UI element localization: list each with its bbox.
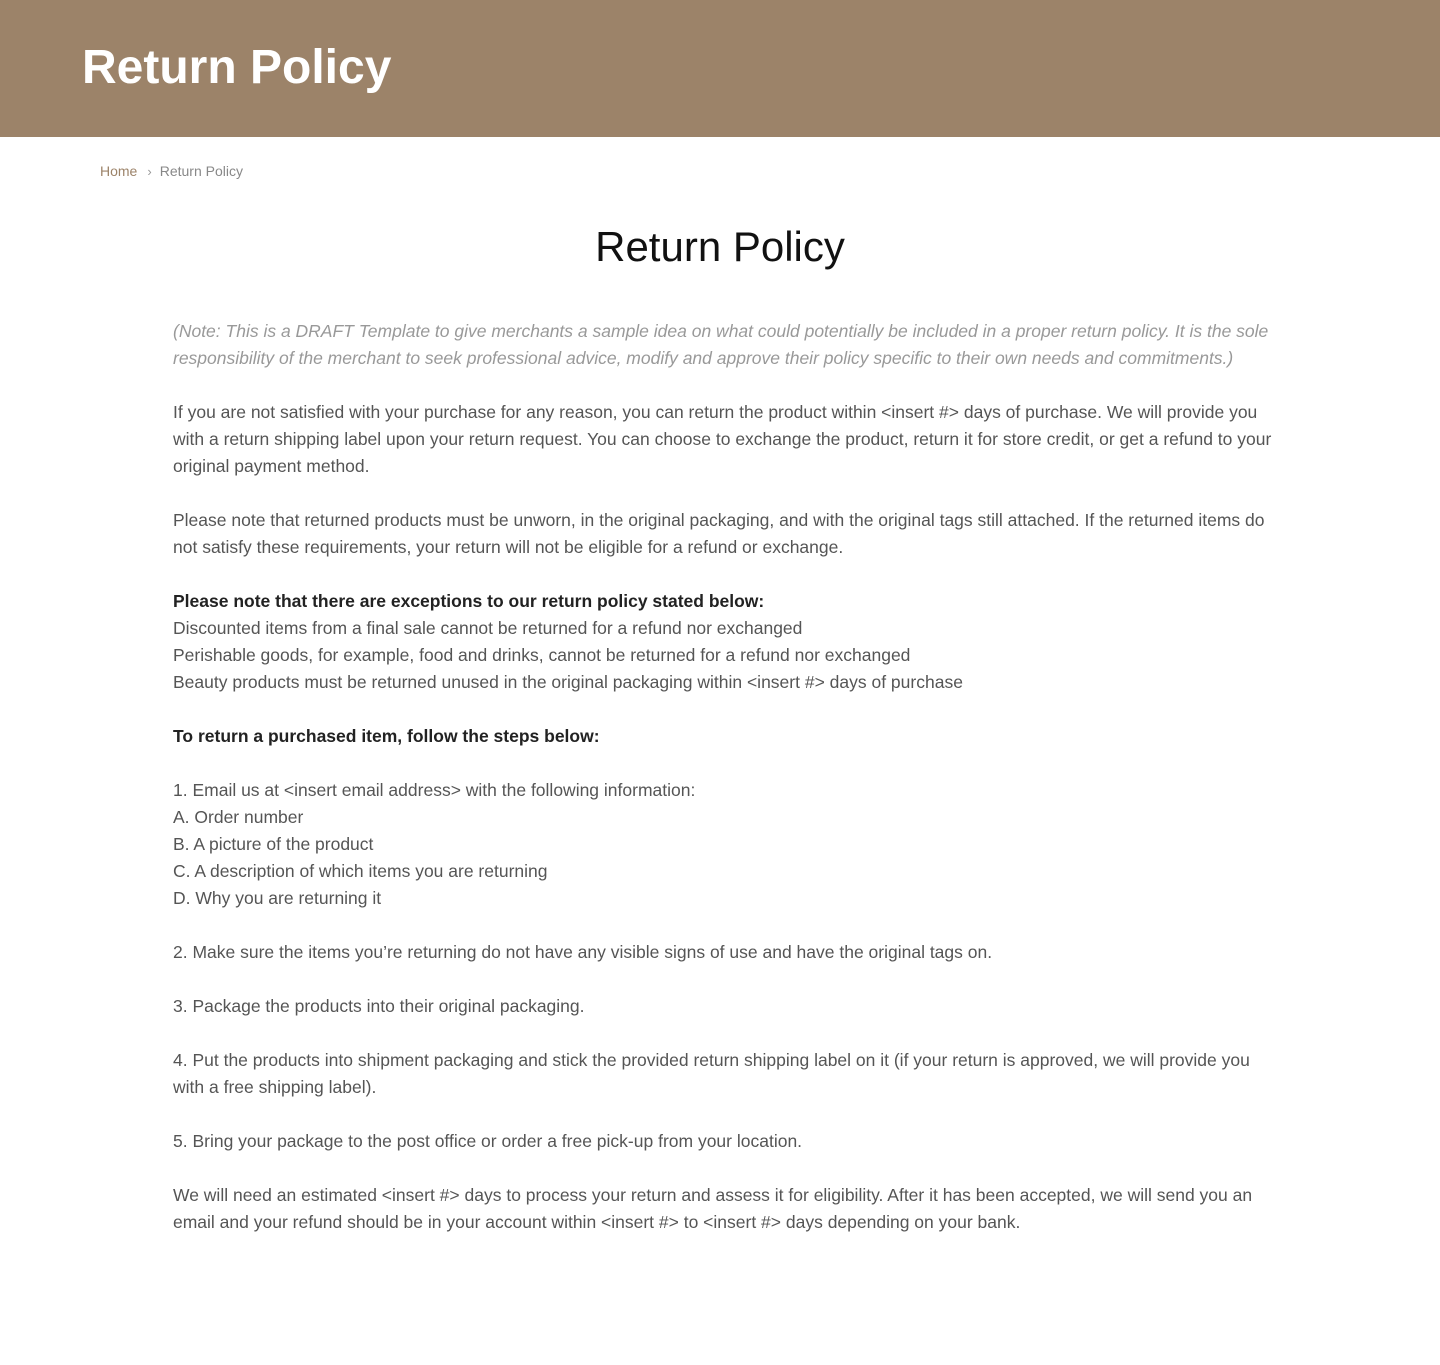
- step-1-block: [173, 777, 1273, 912]
- exceptions-block: [173, 588, 1273, 696]
- steps-heading: To return a purchased item, follow the steps below:: [173, 726, 600, 746]
- step-2: 2. Make sure the items you’re returning do not have any visible signs of use and have the original tags on.: [173, 942, 993, 962]
- step-1: 1. Email us at <insert email address> with the following information:: [173, 780, 696, 800]
- condition-paragraph: Please note that returned products must be unworn, in the original packaging, and with the original tags still attached. If the returned items do not satisfy these requirements, your return will not be eligible for a refund or exchange.: [173, 510, 1265, 557]
- banner-title: Return Policy: [82, 41, 392, 94]
- breadcrumb-current: Return Policy: [159, 163, 243, 179]
- step-1-item: A. Order number: [173, 807, 304, 827]
- step-5: 5. Bring your package to the post office or order a free pick-up from your location.: [173, 1131, 803, 1151]
- intro-paragraph: If you are not satisfied with your purchase for any reason, you can return the product within <insert #> days of purchase. We will provide you with a return shipping label upon your return request. You can choose to exchange the product, return it for store credit, or get a refund to your original payment method.: [173, 402, 1272, 476]
- exceptions-heading: Please note that there are exceptions to our return policy stated below:: [173, 591, 765, 611]
- exception-item: Perishable goods, for example, food and drinks, cannot be returned for a refund nor exchanged: [173, 645, 911, 665]
- page-title: Return Policy: [595, 223, 845, 270]
- step-1-item: C. A description of which items you are returning: [173, 861, 548, 881]
- draft-note: (Note: This is a DRAFT Template to give merchants a sample idea on what could potentially be included in a proper return policy. It is the sole responsibility of the merchant to seek professional advice, modify and approve their policy specific to their own needs and commitments.): [173, 321, 1269, 368]
- exception-item: Beauty products must be returned unused in the original packaging within <insert #> days of purchase: [173, 672, 963, 692]
- step-1-item: D. Why you are returning it: [173, 888, 382, 908]
- exception-item: Discounted items from a final sale cannot be returned for a refund nor exchanged: [173, 618, 803, 638]
- step-1-item: B. A picture of the product: [173, 834, 374, 854]
- closing-paragraph: We will need an estimated <insert #> days to process your return and assess it for eligibility. After it has been accepted, we will send you an email and your refund should be in your account within <insert #> to <insert #> days depending on your bank.: [173, 1185, 1253, 1232]
- policy-content: [173, 318, 1273, 1263]
- page-banner: [0, 0, 1440, 137]
- breadcrumb: [100, 162, 243, 181]
- breadcrumb-home-link[interactable]: Home: [100, 163, 138, 179]
- step-3: 3. Package the products into their original packaging.: [173, 996, 585, 1016]
- step-4: 4. Put the products into shipment packaging and stick the provided return shipping label on it (if your return is approved, we will provide you with a free shipping label).: [173, 1050, 1250, 1097]
- breadcrumb-chevron-icon: ›: [147, 164, 152, 179]
